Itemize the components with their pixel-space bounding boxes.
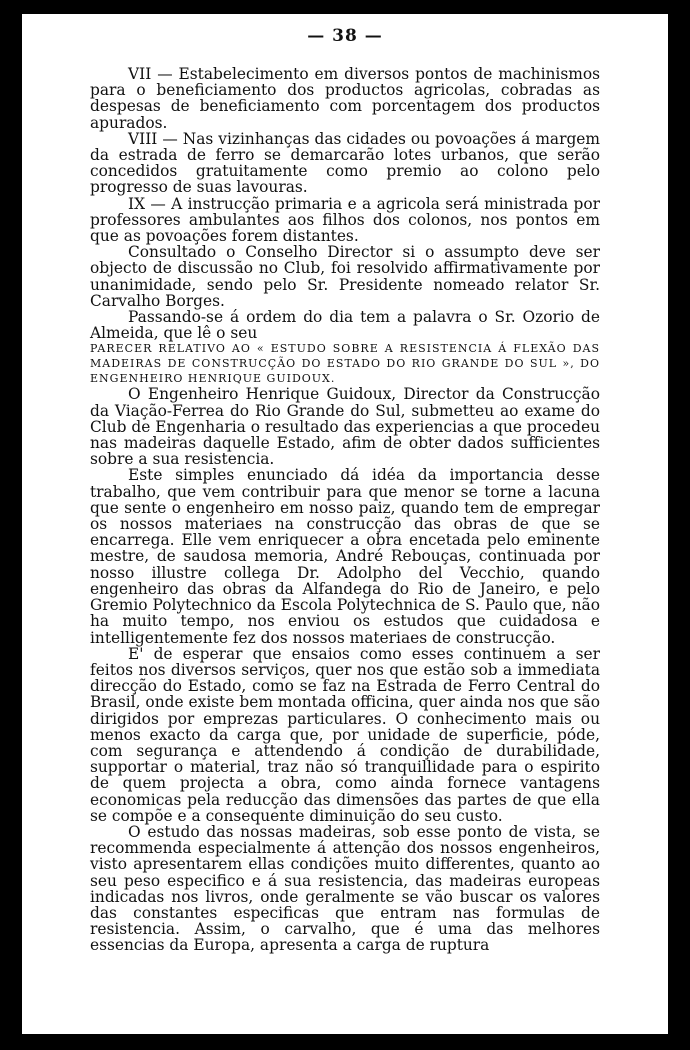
paragraph: IX — A instrucção primaria e a agricola será ministrada por professores ambulantes aos filhos dos colonos, nos pontos em que as povoações forem distantes. bbox=[90, 194, 600, 246]
paragraph: Consultado o Conselho Director si o assumpto deve ser objecto de discussão no Club, foi resolvido affirmativamente por unanimidade, sendo pelo Sr. Presidente nomeado relator Sr. Carvalho Borges. bbox=[90, 243, 600, 310]
paragraph: O Engenheiro Henrique Guidoux, Director da Construcção da Viação-Ferrea do Rio Grande do Sul, submetteu ao exame do Club de Engenharia o resultado das experiencias a que procedeu nas madeiras daquelle Estado, afim de obter dados sufficientes sobre a sua resistencia. bbox=[90, 385, 600, 469]
text-body bbox=[90, 66, 600, 954]
paragraph: Este simples enunciado dá idéa da importancia desse trabalho, que vem contribuir para que menor se torne a lacuna que sente o engenheiro em nosso paiz, quando tem de empregar os nossos materiaes na construcção das obras de que se encarrega. Elle vem enriquecer a obra encetada pelo eminente mestre, de saudosa memoria, André Rebouças, continuada por nosso illustre collega Dr. Adolpho del Vecchio, quando engenheiro das obras da Alfandega do Rio de Janeiro, e pelo Gremio Polytechnico da Escola Polytechnica de S. Paulo que, não ha muito tempo, nos enviou os estudos que cuidadosa e intelligentemente fez dos nossos materiaes de construcção. bbox=[90, 466, 600, 647]
paragraph: VIII — Nas vizinhanças das cidades ou povoações á margem da estrada de ferro se demarcarão lotes urbanos, que serão concedidos gratuitamente como premio ao colono pelo progresso de suas lavouras. bbox=[90, 129, 600, 197]
paragraph: VII — Estabelecimento em diversos pontos de machinismos para o beneficiamento dos productos agricolas, cobradas as despesas de beneficiamento com porcentagem dos productos apurados. bbox=[90, 65, 600, 132]
page-number: — 38 — bbox=[307, 26, 383, 46]
document-page bbox=[22, 14, 668, 1034]
paragraph: E' de esperar que ensaios como esses continuem a ser feitos nos diversos serviços, quer nos que estão sob a immediata direcção do Estado, como se faz na Estrada de Ferro Central do Brasil, onde existe bem montada officina, quer ainda nos que são dirigidos por emprezas particulares. O conhecimento mais ou menos exacto da carga que, por unidade de superficie, póde, com segurança e attendendo á condição de durabilidade, supportar o material, traz não só tranquillidade para o espirito de quem projecta a obra, como ainda fornece vantagens economicas pela reducção das dimensões das partes de que ella se compõe e a consequente diminuição do seu custo. bbox=[90, 644, 600, 825]
paragraph: Passando-se á ordem do dia tem a palavra o Sr. Ozorio de Almeida, que lê o seu bbox=[90, 308, 600, 343]
paragraph: O estudo das nossas madeiras, sob esse ponto de vista, se recommenda especialmente á attenção dos nossos engenheiros, visto apresentarem ellas condições muito differentes, quanto ao seu peso especifico e á sua resistencia, das madeiras europeas indicadas nos livros, onde geralmente se vão buscar os valores das constantes especificas que entram nas formulas de resistencia. Assim, o carvalho, que é uma das melhores essencias da Europa, apresenta a carga de ruptura bbox=[90, 822, 600, 955]
section-caption: PARECER RELATIVO AO « ESTUDO SOBRE A RESISTENCIA Á FLEXÃO DAS MADEIRAS DE CONSTRUCÇÃO DO ESTADO DO RIO GRANDE DO SUL », DO ENGENHEIRO HENRIQUE GUIDOUX. bbox=[90, 342, 600, 386]
